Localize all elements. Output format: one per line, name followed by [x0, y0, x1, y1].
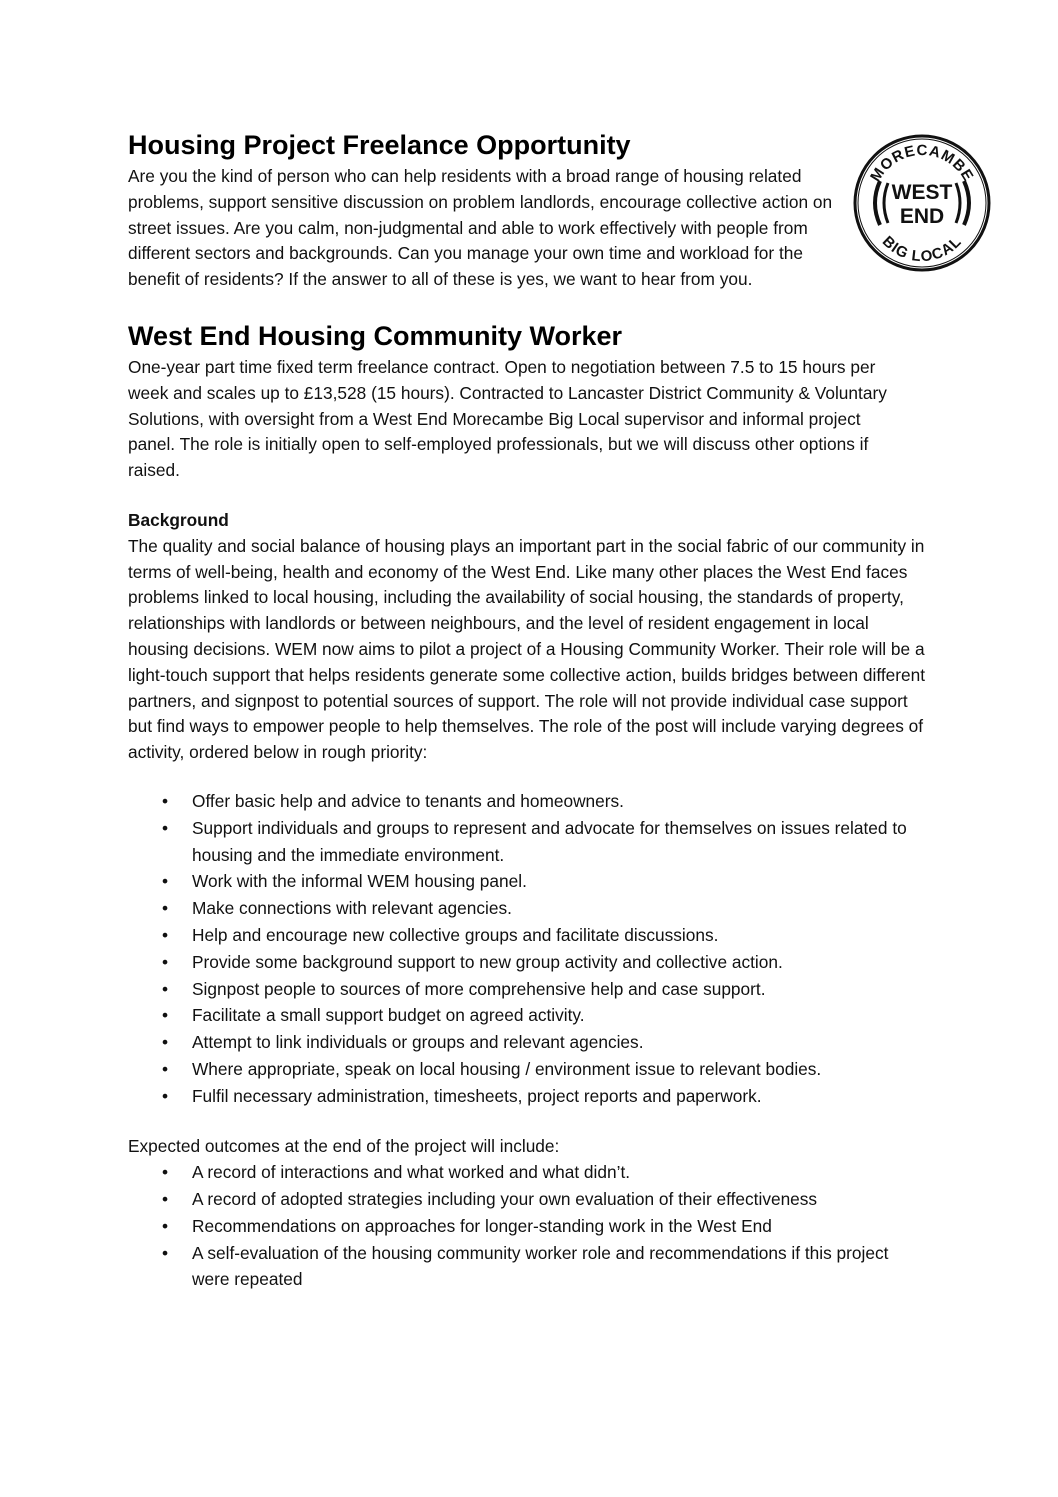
- list-item: • Recommendations on approaches for longer-standing work in the West End: [128, 1213, 928, 1240]
- list-item: • Work with the informal WEM housing panel.: [128, 868, 928, 895]
- bullet-icon: •: [162, 1058, 169, 1079]
- bullet-icon: •: [162, 790, 169, 811]
- bullet-icon: •: [162, 1032, 169, 1053]
- list-item: • Help and encourage new collective groups and facilitate discussions.: [128, 922, 928, 949]
- bullet-icon: •: [162, 871, 169, 892]
- bullet-icon: •: [162, 951, 169, 972]
- bullet-icon: •: [162, 1005, 169, 1026]
- list-item: • A record of adopted strategies including your own evaluation of their effectiveness: [128, 1186, 928, 1213]
- list-item: • Make connections with relevant agencies.: [128, 895, 928, 922]
- role-title: West End Housing Community Worker: [128, 320, 623, 351]
- document-page: [128, 126, 928, 1293]
- logo-center-end: END: [899, 205, 945, 228]
- outcomes-list: [128, 1159, 928, 1293]
- bullet-icon: •: [162, 1242, 169, 1263]
- role-paragraph: One-year part time fixed term freelance contract. Open to negotiation between 7.5 to 15 hours per week and scales up to £13,528 (15 hours). Contracted to Lancaster District Community & Voluntary Solutions, with oversight from a West End Morecambe Big Local supervisor and informal project panel. The role is initially open to self-employed professionals, but we will discuss other options if raised.: [128, 356, 887, 481]
- bullet-icon: •: [162, 978, 169, 999]
- list-item: • Signpost people to sources of more comprehensive help and case support.: [128, 976, 928, 1003]
- list-item: • Support individuals and groups to represent and advocate for themselves on issues related to housing and the immediate environment.: [128, 815, 928, 869]
- bullet-icon: •: [162, 898, 169, 919]
- list-item: • Facilitate a small support budget on agreed activity.: [128, 1002, 928, 1029]
- background-paragraph: The quality and social balance of housing plays an important part in the social fabric of our community in terms of well-being, health and economy of the West End. Like many other places the West End faces problems linked to local housing, including the availability of social housing, the standards of property, relationships with landlords or between neighbours, and the level of resident engagement in local housing decisions. WEM now aims to pilot a project of a Housing Community Worker. Their role will be a light-touch support that helps residents generate some collective action, builds bridges between different partners, and signpost to potential sources of support. The role will not provide individual case support but find ways to empower people to help themselves. The role of the post will include varying degrees of activity, ordered below in rough priority:: [128, 535, 926, 763]
- bullet-icon: •: [162, 1189, 169, 1210]
- list-item: • Fulfil necessary administration, timesheets, project reports and paperwork.: [128, 1083, 928, 1110]
- list-item: • Attempt to link individuals or groups and relevant agencies.: [128, 1029, 928, 1056]
- bullet-icon: •: [162, 1215, 169, 1236]
- list-item: • Where appropriate, speak on local housing / environment issue to relevant bodies.: [128, 1056, 928, 1083]
- list-item: • Offer basic help and advice to tenants and homeowners.: [128, 788, 928, 815]
- logo-bottom-text: BIG LOCAL: [878, 232, 966, 266]
- list-item: • A self-evaluation of the housing community worker role and recommendations if this project were repeated: [128, 1240, 928, 1294]
- duties-list: [128, 788, 928, 1110]
- logo-center-west: WEST: [891, 181, 953, 204]
- opportunity-title: Housing Project Freelance Opportunity: [128, 130, 631, 160]
- list-item: • Provide some background support to new group activity and collective action.: [128, 949, 928, 976]
- opportunity-paragraph: Are you the kind of person who can help residents with a broad range of housing related problems, support sensitive discussion on problem landlords, encourage collective action on street issues. Are you calm, non-judgmental and able to work effectively with people from different sectors and backgrounds. Can you manage your own time and workload for the benefit of residents? If the answer to all of these is yes, we want to hear from you.: [128, 166, 833, 290]
- bullet-icon: •: [162, 1162, 169, 1183]
- logo-top-text: MORECAMBE: [867, 141, 977, 185]
- list-item: • A record of interactions and what worked and what didn’t.: [128, 1159, 928, 1186]
- bullet-icon: •: [162, 1085, 169, 1106]
- outcomes-intro: Expected outcomes at the end of the project will include:: [128, 1135, 560, 1156]
- bullet-icon: •: [162, 817, 169, 838]
- background-heading: Background: [128, 509, 229, 530]
- bullet-icon: •: [162, 924, 169, 945]
